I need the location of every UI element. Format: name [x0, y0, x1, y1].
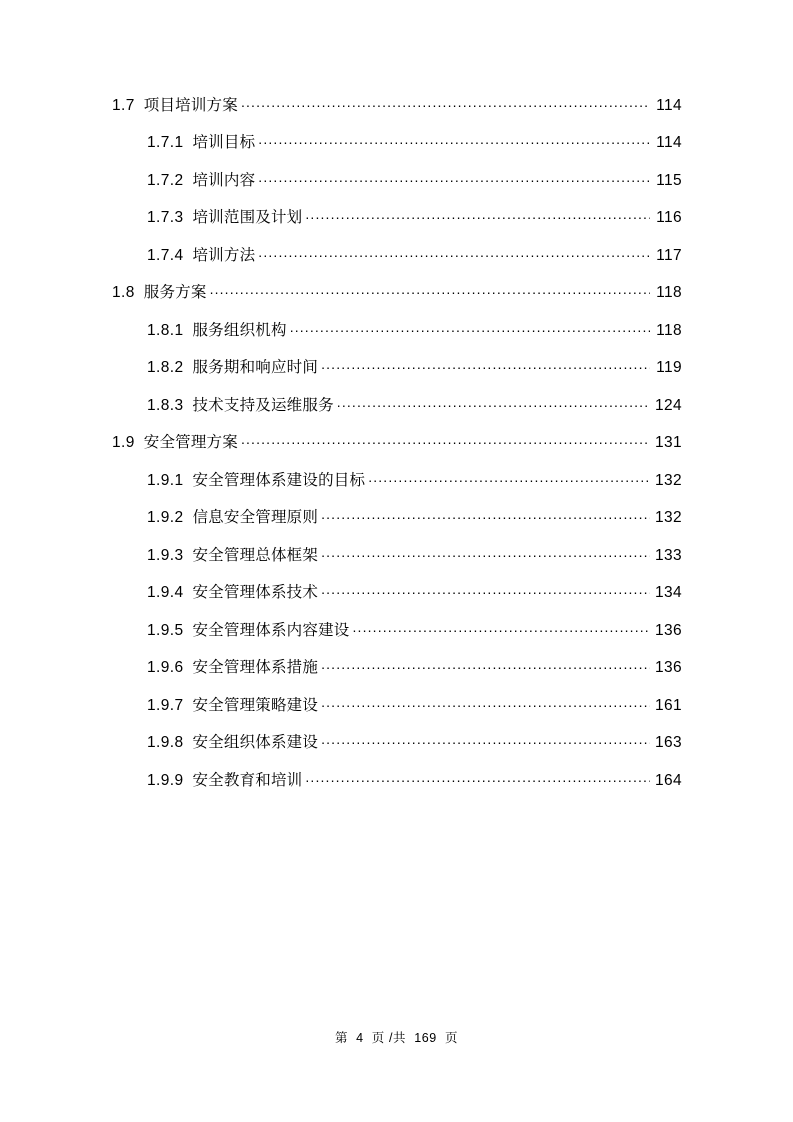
toc-entry[interactable] — [112, 432, 682, 451]
toc-leader-dots — [241, 432, 650, 448]
toc-entry[interactable] — [112, 132, 682, 151]
toc-entry-page-number: 114 — [656, 134, 682, 151]
toc-entry-page-number: 136 — [654, 621, 682, 639]
toc-entry[interactable] — [112, 657, 682, 676]
toc-entry[interactable] — [112, 319, 682, 338]
toc-entry[interactable] — [112, 169, 682, 188]
toc-entry-title: 信息安全管理原则 — [192, 509, 319, 526]
footer-middle: 页 /共 — [371, 1031, 407, 1045]
toc-entry-title: 培训目标 — [192, 134, 256, 151]
footer-prefix: 第 — [334, 1031, 349, 1045]
footer-total-pages: 169 — [414, 1031, 437, 1045]
toc-entry-number: 1.7 — [112, 96, 135, 114]
toc-entry-page-number: 133 — [654, 546, 682, 564]
toc-entry[interactable] — [112, 619, 682, 638]
toc-leader-dots — [321, 507, 650, 523]
toc-entry[interactable] — [112, 769, 682, 788]
toc-leader-dots — [290, 319, 650, 335]
toc-leader-dots — [258, 244, 650, 260]
toc-leader-dots — [241, 94, 650, 110]
toc-entry-page-number: 163 — [654, 734, 682, 751]
toc-entry-page-number: 119 — [656, 359, 682, 376]
toc-entry-number: 1.9.7 — [147, 696, 184, 714]
toc-entry-page-number: 132 — [654, 509, 682, 526]
toc-entry-title: 安全管理体系措施 — [192, 659, 319, 676]
toc-entry-page-number: 131 — [654, 434, 682, 451]
table-of-contents — [112, 94, 682, 807]
toc-entry-title: 安全管理体系建设的目标 — [192, 471, 366, 489]
toc-leader-dots — [353, 619, 651, 635]
toc-entry-page-number: 117 — [656, 246, 682, 264]
toc-entry-page-number: 115 — [656, 171, 682, 189]
toc-entry-title: 安全管理策略建设 — [192, 696, 319, 714]
toc-entry-title: 技术支持及运维服务 — [192, 396, 334, 414]
toc-leader-dots — [337, 394, 650, 410]
toc-entry-number: 1.9.5 — [147, 621, 184, 639]
toc-entry-number: 1.9.6 — [147, 659, 184, 676]
toc-entry[interactable] — [112, 694, 682, 713]
toc-entry-number: 1.8.1 — [147, 321, 184, 339]
toc-leader-dots — [305, 769, 650, 785]
toc-entry-page-number: 136 — [654, 659, 682, 676]
toc-entry-title: 安全管理体系技术 — [192, 584, 319, 601]
toc-leader-dots — [258, 169, 650, 185]
toc-entry-title: 服务方案 — [143, 284, 207, 301]
toc-entry-title: 服务期和响应时间 — [192, 359, 319, 376]
toc-entry[interactable] — [112, 507, 682, 526]
toc-entry-title: 安全管理体系内容建设 — [192, 621, 350, 639]
toc-leader-dots — [321, 694, 650, 710]
toc-entry-title: 培训方法 — [192, 246, 256, 264]
toc-entry-title: 培训范围及计划 — [192, 209, 303, 226]
toc-entry[interactable] — [112, 207, 682, 226]
toc-entry[interactable] — [112, 282, 682, 301]
toc-entry-page-number: 114 — [656, 96, 682, 114]
toc-entry-page-number: 164 — [654, 771, 682, 789]
toc-leader-dots — [321, 357, 650, 373]
toc-entry-page-number: 118 — [656, 321, 682, 339]
toc-entry-page-number: 118 — [656, 284, 682, 301]
toc-leader-dots — [258, 132, 650, 148]
toc-entry-page-number: 134 — [654, 584, 682, 601]
toc-entry-number: 1.8.3 — [147, 396, 184, 414]
toc-entry-page-number: 124 — [654, 396, 682, 414]
toc-entry-title: 安全管理总体框架 — [192, 546, 319, 564]
toc-entry-number: 1.9.3 — [147, 546, 184, 564]
toc-entry-number: 1.8 — [112, 284, 135, 301]
toc-entry[interactable] — [112, 394, 682, 413]
toc-entry-title: 培训内容 — [192, 171, 256, 189]
toc-entry[interactable] — [112, 469, 682, 488]
toc-entry-page-number: 116 — [656, 209, 682, 226]
toc-entry[interactable] — [112, 582, 682, 601]
toc-entry-number: 1.7.2 — [147, 171, 184, 189]
toc-entry-title: 安全管理方案 — [143, 434, 238, 451]
toc-entry-number: 1.9.2 — [147, 509, 184, 526]
toc-entry-page-number: 161 — [654, 696, 682, 714]
footer-current-page: 4 — [356, 1031, 364, 1045]
toc-entry[interactable] — [112, 244, 682, 263]
page-footer — [0, 1028, 793, 1046]
toc-entry[interactable] — [112, 357, 682, 376]
toc-leader-dots — [210, 282, 650, 298]
footer-suffix: 页 — [444, 1031, 459, 1045]
toc-leader-dots — [321, 657, 650, 673]
toc-leader-dots — [321, 544, 650, 560]
toc-entry-page-number: 132 — [654, 471, 682, 489]
toc-entry-number: 1.7.4 — [147, 246, 184, 264]
toc-leader-dots — [321, 582, 650, 598]
toc-entry-title: 项目培训方案 — [143, 96, 238, 114]
toc-entry-title: 安全教育和培训 — [192, 771, 303, 789]
toc-entry-number: 1.9 — [112, 434, 135, 451]
toc-entry[interactable] — [112, 94, 682, 113]
toc-entry-number: 1.9.4 — [147, 584, 184, 601]
toc-entry-number: 1.9.8 — [147, 734, 184, 751]
toc-entry[interactable] — [112, 732, 682, 751]
toc-entry-number: 1.8.2 — [147, 359, 184, 376]
toc-entry-number: 1.9.1 — [147, 471, 184, 489]
toc-entry-number: 1.7.1 — [147, 134, 184, 151]
toc-entry[interactable] — [112, 544, 682, 563]
toc-leader-dots — [305, 207, 650, 223]
toc-entry-number: 1.9.9 — [147, 771, 184, 789]
toc-leader-dots — [321, 732, 650, 748]
toc-entry-title: 安全组织体系建设 — [192, 734, 319, 751]
toc-entry-number: 1.7.3 — [147, 209, 184, 226]
toc-entry-title: 服务组织机构 — [192, 321, 287, 339]
toc-leader-dots — [368, 469, 650, 485]
